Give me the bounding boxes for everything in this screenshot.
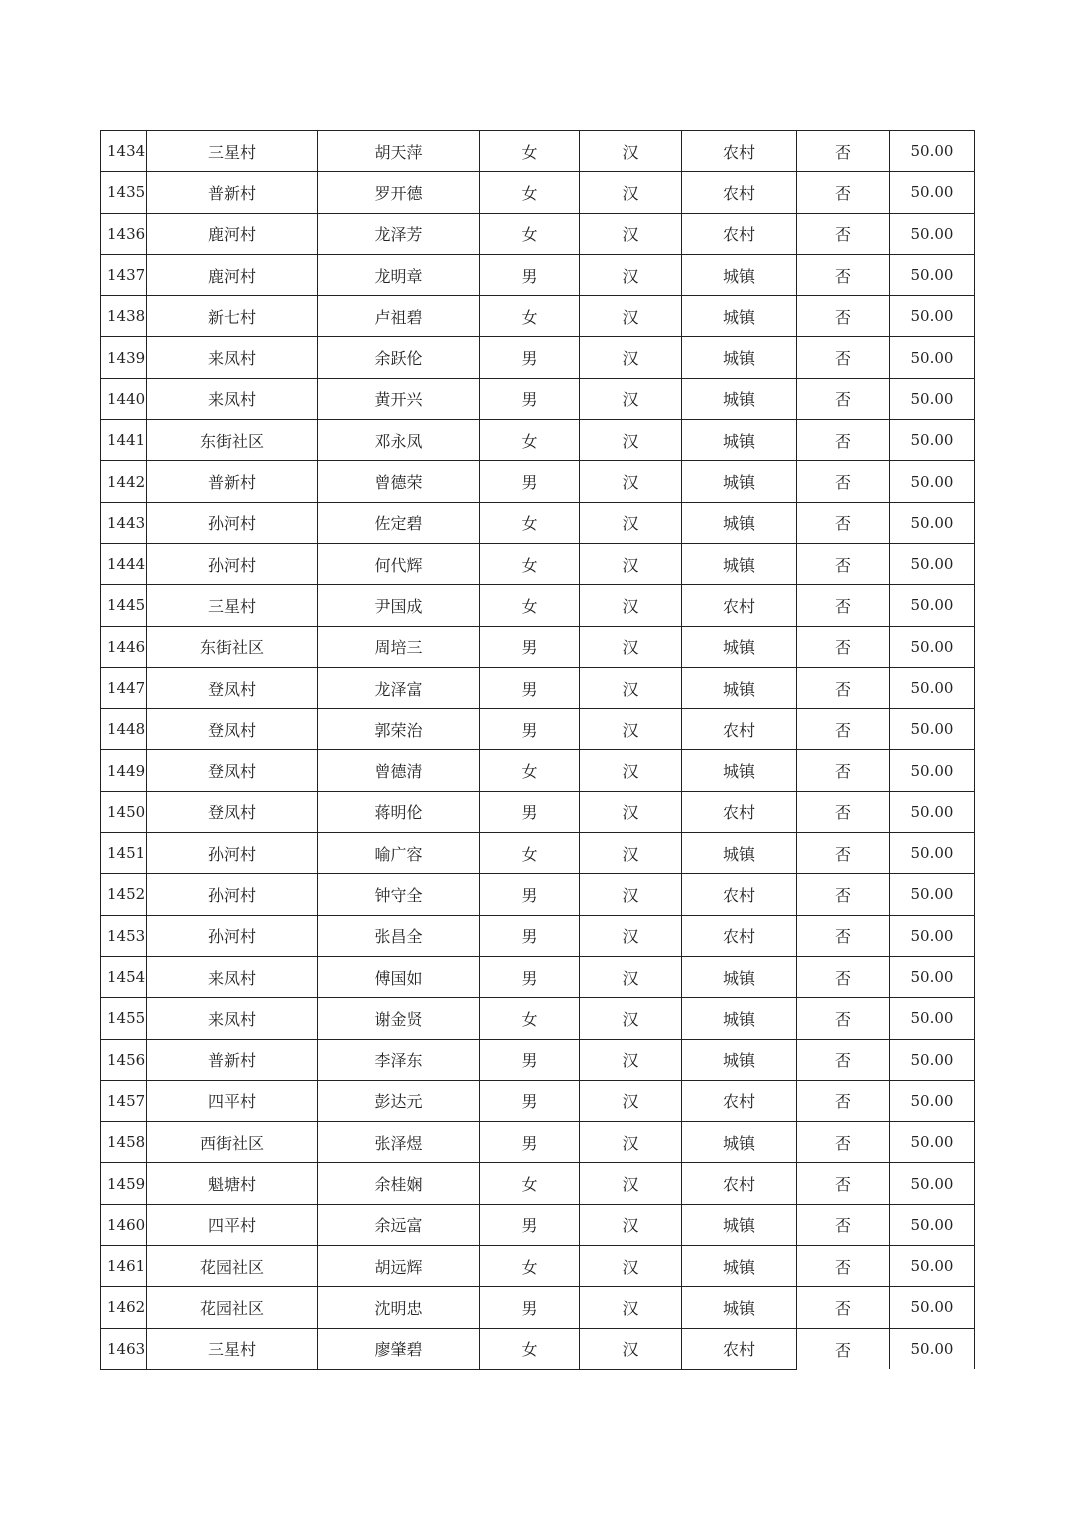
row-number-cell: 1444 bbox=[101, 543, 147, 584]
table-row bbox=[101, 1287, 975, 1328]
row-number-cell: 1463 bbox=[101, 1328, 147, 1369]
village-cell: 花园社区 bbox=[147, 1287, 318, 1328]
amount-cell: 50.00 bbox=[890, 750, 975, 791]
name-cell: 龙泽富 bbox=[318, 667, 480, 708]
table-body bbox=[101, 131, 975, 1370]
residence-type-cell: 农村 bbox=[682, 131, 797, 172]
ethnicity-cell: 汉 bbox=[580, 833, 682, 874]
amount-cell: 50.00 bbox=[890, 1163, 975, 1204]
amount-cell: 50.00 bbox=[890, 254, 975, 295]
name-cell: 黄开兴 bbox=[318, 378, 480, 419]
ethnicity-cell: 汉 bbox=[580, 420, 682, 461]
table-row bbox=[101, 915, 975, 956]
table-row bbox=[101, 709, 975, 750]
table-row bbox=[101, 833, 975, 874]
name-cell: 廖肇碧 bbox=[318, 1328, 480, 1369]
residence-type-cell: 城镇 bbox=[682, 254, 797, 295]
residence-type-cell: 城镇 bbox=[682, 296, 797, 337]
village-cell: 鹿河村 bbox=[147, 213, 318, 254]
name-cell: 曾德荣 bbox=[318, 461, 480, 502]
name-cell: 余远富 bbox=[318, 1204, 480, 1245]
name-cell: 佐定碧 bbox=[318, 502, 480, 543]
residence-type-cell: 城镇 bbox=[682, 378, 797, 419]
ethnicity-cell: 汉 bbox=[580, 378, 682, 419]
village-cell: 东街社区 bbox=[147, 626, 318, 667]
row-number-cell: 1456 bbox=[101, 1039, 147, 1080]
ethnicity-cell: 汉 bbox=[580, 1163, 682, 1204]
row-number-cell: 1450 bbox=[101, 791, 147, 832]
residence-type-cell: 城镇 bbox=[682, 833, 797, 874]
flag-cell: 否 bbox=[797, 585, 890, 626]
ethnicity-cell: 汉 bbox=[580, 1287, 682, 1328]
residence-type-cell: 农村 bbox=[682, 709, 797, 750]
village-cell: 登凤村 bbox=[147, 667, 318, 708]
row-number-cell: 1435 bbox=[101, 172, 147, 213]
table-row bbox=[101, 1122, 975, 1163]
name-cell: 罗开德 bbox=[318, 172, 480, 213]
gender-cell: 男 bbox=[480, 956, 580, 997]
table-row bbox=[101, 461, 975, 502]
flag-cell: 否 bbox=[797, 709, 890, 750]
gender-cell: 男 bbox=[480, 378, 580, 419]
name-cell: 卢祖碧 bbox=[318, 296, 480, 337]
ethnicity-cell: 汉 bbox=[580, 956, 682, 997]
flag-cell: 否 bbox=[797, 874, 890, 915]
flag-cell: 否 bbox=[797, 420, 890, 461]
name-cell: 谢金贤 bbox=[318, 998, 480, 1039]
row-number-cell: 1439 bbox=[101, 337, 147, 378]
gender-cell: 男 bbox=[480, 254, 580, 295]
village-cell: 来凤村 bbox=[147, 378, 318, 419]
ethnicity-cell: 汉 bbox=[580, 1122, 682, 1163]
table-row bbox=[101, 378, 975, 419]
flag-cell: 否 bbox=[797, 956, 890, 997]
gender-cell: 女 bbox=[480, 833, 580, 874]
flag-cell: 否 bbox=[797, 1080, 890, 1121]
gender-cell: 男 bbox=[480, 461, 580, 502]
residence-type-cell: 城镇 bbox=[682, 667, 797, 708]
recipient-table bbox=[100, 130, 975, 1370]
row-number-cell: 1449 bbox=[101, 750, 147, 791]
residence-type-cell: 农村 bbox=[682, 172, 797, 213]
residence-type-cell: 农村 bbox=[682, 1163, 797, 1204]
table-row bbox=[101, 1246, 975, 1287]
gender-cell: 女 bbox=[480, 131, 580, 172]
amount-cell: 50.00 bbox=[890, 213, 975, 254]
ethnicity-cell: 汉 bbox=[580, 1080, 682, 1121]
gender-cell: 男 bbox=[480, 709, 580, 750]
ethnicity-cell: 汉 bbox=[580, 626, 682, 667]
village-cell: 西街社区 bbox=[147, 1122, 318, 1163]
residence-type-cell: 城镇 bbox=[682, 337, 797, 378]
row-number-cell: 1451 bbox=[101, 833, 147, 874]
village-cell: 登凤村 bbox=[147, 709, 318, 750]
name-cell: 蒋明伦 bbox=[318, 791, 480, 832]
row-number-cell: 1462 bbox=[101, 1287, 147, 1328]
village-cell: 登凤村 bbox=[147, 750, 318, 791]
gender-cell: 女 bbox=[480, 502, 580, 543]
row-number-cell: 1459 bbox=[101, 1163, 147, 1204]
row-number-cell: 1460 bbox=[101, 1204, 147, 1245]
flag-cell: 否 bbox=[797, 502, 890, 543]
flag-cell: 否 bbox=[797, 1246, 890, 1287]
gender-cell: 男 bbox=[480, 874, 580, 915]
residence-type-cell: 城镇 bbox=[682, 1204, 797, 1245]
residence-type-cell: 城镇 bbox=[682, 1287, 797, 1328]
amount-cell: 50.00 bbox=[890, 1287, 975, 1328]
ethnicity-cell: 汉 bbox=[580, 1039, 682, 1080]
residence-type-cell: 城镇 bbox=[682, 1039, 797, 1080]
name-cell: 傅国如 bbox=[318, 956, 480, 997]
ethnicity-cell: 汉 bbox=[580, 337, 682, 378]
table-row bbox=[101, 998, 975, 1039]
amount-cell: 50.00 bbox=[890, 1080, 975, 1121]
amount-cell: 50.00 bbox=[890, 709, 975, 750]
residence-type-cell: 农村 bbox=[682, 874, 797, 915]
village-cell: 孙河村 bbox=[147, 915, 318, 956]
village-cell: 普新村 bbox=[147, 172, 318, 213]
row-number-cell: 1438 bbox=[101, 296, 147, 337]
ethnicity-cell: 汉 bbox=[580, 1328, 682, 1369]
ethnicity-cell: 汉 bbox=[580, 709, 682, 750]
amount-cell: 50.00 bbox=[890, 502, 975, 543]
village-cell: 来凤村 bbox=[147, 998, 318, 1039]
row-number-cell: 1436 bbox=[101, 213, 147, 254]
ethnicity-cell: 汉 bbox=[580, 296, 682, 337]
ethnicity-cell: 汉 bbox=[580, 585, 682, 626]
village-cell: 四平村 bbox=[147, 1080, 318, 1121]
row-number-cell: 1455 bbox=[101, 998, 147, 1039]
ethnicity-cell: 汉 bbox=[580, 667, 682, 708]
name-cell: 彭达元 bbox=[318, 1080, 480, 1121]
name-cell: 喻广容 bbox=[318, 833, 480, 874]
amount-cell: 50.00 bbox=[890, 915, 975, 956]
ethnicity-cell: 汉 bbox=[580, 213, 682, 254]
table-row bbox=[101, 1163, 975, 1204]
table-row bbox=[101, 1204, 975, 1245]
flag-cell: 否 bbox=[797, 750, 890, 791]
table-row bbox=[101, 626, 975, 667]
row-number-cell: 1448 bbox=[101, 709, 147, 750]
table-row bbox=[101, 750, 975, 791]
flag-cell: 否 bbox=[797, 1204, 890, 1245]
gender-cell: 女 bbox=[480, 585, 580, 626]
residence-type-cell: 城镇 bbox=[682, 1246, 797, 1287]
flag-cell: 否 bbox=[797, 543, 890, 584]
ethnicity-cell: 汉 bbox=[580, 791, 682, 832]
name-cell: 胡天萍 bbox=[318, 131, 480, 172]
gender-cell: 男 bbox=[480, 1039, 580, 1080]
ethnicity-cell: 汉 bbox=[580, 1204, 682, 1245]
flag-cell: 否 bbox=[797, 915, 890, 956]
row-number-cell: 1454 bbox=[101, 956, 147, 997]
name-cell: 胡远辉 bbox=[318, 1246, 480, 1287]
table-row bbox=[101, 667, 975, 708]
table-row bbox=[101, 172, 975, 213]
amount-cell: 50.00 bbox=[890, 956, 975, 997]
amount-cell: 50.00 bbox=[890, 791, 975, 832]
residence-type-cell: 城镇 bbox=[682, 1122, 797, 1163]
flag-cell: 否 bbox=[797, 213, 890, 254]
residence-type-cell: 农村 bbox=[682, 213, 797, 254]
ethnicity-cell: 汉 bbox=[580, 461, 682, 502]
row-number-cell: 1457 bbox=[101, 1080, 147, 1121]
amount-cell: 50.00 bbox=[890, 667, 975, 708]
gender-cell: 女 bbox=[480, 1246, 580, 1287]
table-row bbox=[101, 213, 975, 254]
table-row bbox=[101, 502, 975, 543]
table-row bbox=[101, 874, 975, 915]
ethnicity-cell: 汉 bbox=[580, 172, 682, 213]
amount-cell: 50.00 bbox=[890, 131, 975, 172]
amount-cell: 50.00 bbox=[890, 1039, 975, 1080]
residence-type-cell: 农村 bbox=[682, 1328, 797, 1369]
flag-cell: 否 bbox=[797, 667, 890, 708]
flag-cell: 否 bbox=[797, 1328, 890, 1369]
name-cell: 李泽东 bbox=[318, 1039, 480, 1080]
village-cell: 鹿河村 bbox=[147, 254, 318, 295]
table-row bbox=[101, 254, 975, 295]
residence-type-cell: 城镇 bbox=[682, 998, 797, 1039]
flag-cell: 否 bbox=[797, 1039, 890, 1080]
residence-type-cell: 农村 bbox=[682, 585, 797, 626]
table-row bbox=[101, 420, 975, 461]
amount-cell: 50.00 bbox=[890, 1328, 975, 1369]
name-cell: 邓永凤 bbox=[318, 420, 480, 461]
gender-cell: 女 bbox=[480, 213, 580, 254]
amount-cell: 50.00 bbox=[890, 1246, 975, 1287]
flag-cell: 否 bbox=[797, 626, 890, 667]
gender-cell: 女 bbox=[480, 543, 580, 584]
village-cell: 来凤村 bbox=[147, 337, 318, 378]
ethnicity-cell: 汉 bbox=[580, 254, 682, 295]
amount-cell: 50.00 bbox=[890, 626, 975, 667]
row-number-cell: 1446 bbox=[101, 626, 147, 667]
gender-cell: 女 bbox=[480, 750, 580, 791]
flag-cell: 否 bbox=[797, 461, 890, 502]
ethnicity-cell: 汉 bbox=[580, 543, 682, 584]
flag-cell: 否 bbox=[797, 1163, 890, 1204]
row-number-cell: 1447 bbox=[101, 667, 147, 708]
village-cell: 花园社区 bbox=[147, 1246, 318, 1287]
name-cell: 张泽煜 bbox=[318, 1122, 480, 1163]
gender-cell: 女 bbox=[480, 1163, 580, 1204]
name-cell: 沈明忠 bbox=[318, 1287, 480, 1328]
flag-cell: 否 bbox=[797, 337, 890, 378]
amount-cell: 50.00 bbox=[890, 337, 975, 378]
gender-cell: 女 bbox=[480, 296, 580, 337]
residence-type-cell: 城镇 bbox=[682, 543, 797, 584]
residence-type-cell: 城镇 bbox=[682, 750, 797, 791]
flag-cell: 否 bbox=[797, 254, 890, 295]
gender-cell: 女 bbox=[480, 420, 580, 461]
gender-cell: 女 bbox=[480, 998, 580, 1039]
gender-cell: 男 bbox=[480, 1080, 580, 1121]
residence-type-cell: 农村 bbox=[682, 791, 797, 832]
name-cell: 张昌全 bbox=[318, 915, 480, 956]
table-row bbox=[101, 1328, 975, 1369]
name-cell: 何代辉 bbox=[318, 543, 480, 584]
village-cell: 普新村 bbox=[147, 461, 318, 502]
name-cell: 龙泽芳 bbox=[318, 213, 480, 254]
flag-cell: 否 bbox=[797, 172, 890, 213]
table-row bbox=[101, 131, 975, 172]
amount-cell: 50.00 bbox=[890, 833, 975, 874]
village-cell: 登凤村 bbox=[147, 791, 318, 832]
row-number-cell: 1434 bbox=[101, 131, 147, 172]
name-cell: 郭荣治 bbox=[318, 709, 480, 750]
row-number-cell: 1461 bbox=[101, 1246, 147, 1287]
village-cell: 普新村 bbox=[147, 1039, 318, 1080]
village-cell: 来凤村 bbox=[147, 956, 318, 997]
ethnicity-cell: 汉 bbox=[580, 750, 682, 791]
ethnicity-cell: 汉 bbox=[580, 131, 682, 172]
residence-type-cell: 城镇 bbox=[682, 502, 797, 543]
amount-cell: 50.00 bbox=[890, 874, 975, 915]
amount-cell: 50.00 bbox=[890, 1122, 975, 1163]
gender-cell: 男 bbox=[480, 667, 580, 708]
amount-cell: 50.00 bbox=[890, 998, 975, 1039]
name-cell: 尹国成 bbox=[318, 585, 480, 626]
row-number-cell: 1442 bbox=[101, 461, 147, 502]
amount-cell: 50.00 bbox=[890, 172, 975, 213]
amount-cell: 50.00 bbox=[890, 296, 975, 337]
flag-cell: 否 bbox=[797, 791, 890, 832]
row-number-cell: 1437 bbox=[101, 254, 147, 295]
name-cell: 余跃伦 bbox=[318, 337, 480, 378]
gender-cell: 男 bbox=[480, 1204, 580, 1245]
gender-cell: 男 bbox=[480, 1122, 580, 1163]
residence-type-cell: 农村 bbox=[682, 1080, 797, 1121]
flag-cell: 否 bbox=[797, 378, 890, 419]
amount-cell: 50.00 bbox=[890, 461, 975, 502]
name-cell: 钟守全 bbox=[318, 874, 480, 915]
table-row bbox=[101, 337, 975, 378]
table-row bbox=[101, 296, 975, 337]
row-number-cell: 1440 bbox=[101, 378, 147, 419]
village-cell: 魁塘村 bbox=[147, 1163, 318, 1204]
residence-type-cell: 城镇 bbox=[682, 461, 797, 502]
row-number-cell: 1445 bbox=[101, 585, 147, 626]
table-row bbox=[101, 956, 975, 997]
gender-cell: 男 bbox=[480, 626, 580, 667]
row-number-cell: 1453 bbox=[101, 915, 147, 956]
flag-cell: 否 bbox=[797, 1122, 890, 1163]
table-row bbox=[101, 1080, 975, 1121]
amount-cell: 50.00 bbox=[890, 420, 975, 461]
ethnicity-cell: 汉 bbox=[580, 915, 682, 956]
ethnicity-cell: 汉 bbox=[580, 502, 682, 543]
village-cell: 孙河村 bbox=[147, 502, 318, 543]
name-cell: 龙明章 bbox=[318, 254, 480, 295]
flag-cell: 否 bbox=[797, 1287, 890, 1328]
name-cell: 曾德清 bbox=[318, 750, 480, 791]
gender-cell: 男 bbox=[480, 791, 580, 832]
row-number-cell: 1441 bbox=[101, 420, 147, 461]
table-row bbox=[101, 585, 975, 626]
name-cell: 余桂娴 bbox=[318, 1163, 480, 1204]
flag-cell: 否 bbox=[797, 833, 890, 874]
village-cell: 孙河村 bbox=[147, 874, 318, 915]
amount-cell: 50.00 bbox=[890, 585, 975, 626]
village-cell: 三星村 bbox=[147, 131, 318, 172]
gender-cell: 男 bbox=[480, 1287, 580, 1328]
village-cell: 三星村 bbox=[147, 1328, 318, 1369]
flag-cell: 否 bbox=[797, 998, 890, 1039]
village-cell: 四平村 bbox=[147, 1204, 318, 1245]
village-cell: 孙河村 bbox=[147, 543, 318, 584]
row-number-cell: 1452 bbox=[101, 874, 147, 915]
flag-cell: 否 bbox=[797, 131, 890, 172]
residence-type-cell: 城镇 bbox=[682, 626, 797, 667]
gender-cell: 女 bbox=[480, 1328, 580, 1369]
row-number-cell: 1458 bbox=[101, 1122, 147, 1163]
residence-type-cell: 城镇 bbox=[682, 420, 797, 461]
village-cell: 新七村 bbox=[147, 296, 318, 337]
amount-cell: 50.00 bbox=[890, 543, 975, 584]
gender-cell: 男 bbox=[480, 915, 580, 956]
table-row bbox=[101, 1039, 975, 1080]
ethnicity-cell: 汉 bbox=[580, 998, 682, 1039]
ethnicity-cell: 汉 bbox=[580, 1246, 682, 1287]
village-cell: 孙河村 bbox=[147, 833, 318, 874]
amount-cell: 50.00 bbox=[890, 1204, 975, 1245]
name-cell: 周培三 bbox=[318, 626, 480, 667]
table-row bbox=[101, 543, 975, 584]
row-number-cell: 1443 bbox=[101, 502, 147, 543]
residence-type-cell: 农村 bbox=[682, 915, 797, 956]
flag-cell: 否 bbox=[797, 296, 890, 337]
amount-cell: 50.00 bbox=[890, 378, 975, 419]
gender-cell: 女 bbox=[480, 172, 580, 213]
table-row bbox=[101, 791, 975, 832]
village-cell: 东街社区 bbox=[147, 420, 318, 461]
village-cell: 三星村 bbox=[147, 585, 318, 626]
gender-cell: 男 bbox=[480, 337, 580, 378]
ethnicity-cell: 汉 bbox=[580, 874, 682, 915]
residence-type-cell: 城镇 bbox=[682, 956, 797, 997]
